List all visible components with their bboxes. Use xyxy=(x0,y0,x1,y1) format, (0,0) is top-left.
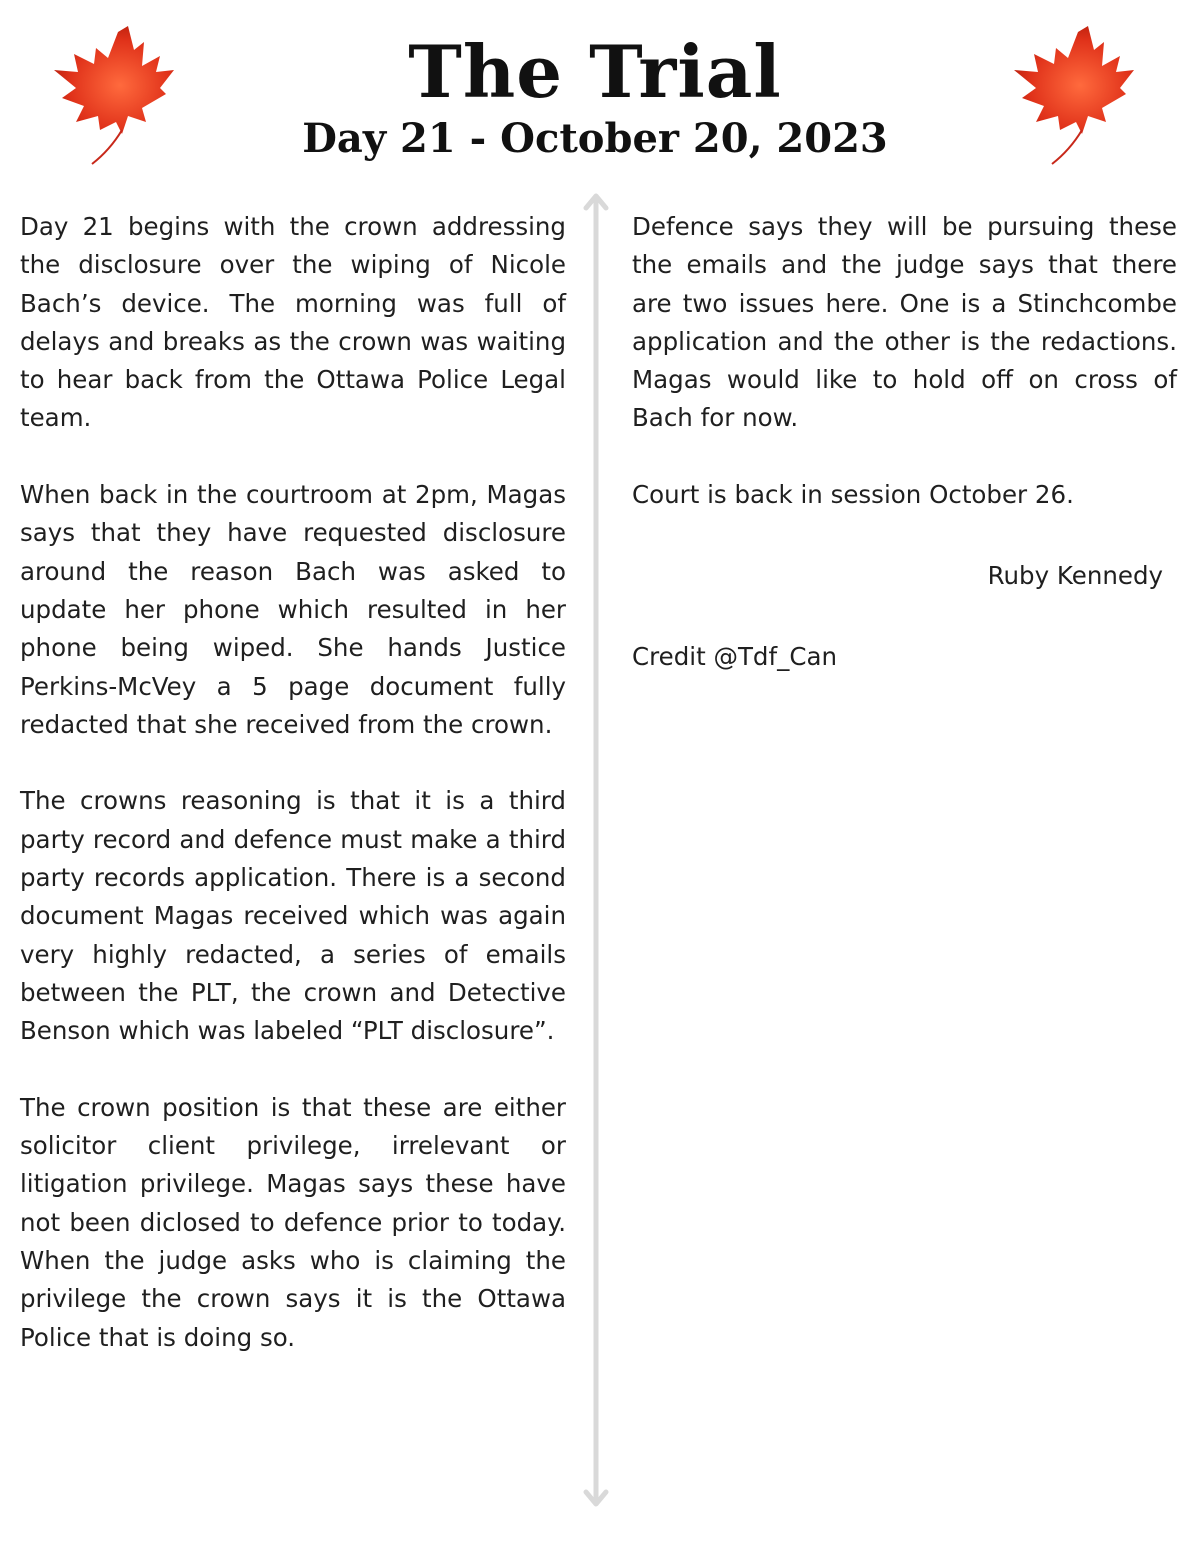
right-column xyxy=(632,208,1177,676)
article-paragraph: The crown position is that these are either solicitor client privilege, irrelevant or litigation privilege. Magas says these have not been diclosed to defence prior to today. When the judge asks who is claiming the privilege the crown says it is the Ottawa Police that is doing so. xyxy=(20,1092,566,1352)
article-paragraph: Court is back in session October 26. xyxy=(632,480,1074,510)
maple-leaf-icon xyxy=(48,26,178,166)
page-title: The Trial xyxy=(408,29,782,114)
page-subtitle: Day 21 - October 20, 2023 xyxy=(302,115,888,162)
article-paragraph: The crowns reasoning is that it is a third party record and defence must make a third party records application. There is a second document Magas received which was again very highly redacted, a series of emails between the PLT, the crown and Detective Benson which was labeled “PLT disclosure”. xyxy=(20,786,566,1046)
article-paragraph: When back in the courtroom at 2pm, Magas says that they have requested disclosure around the reason Bach was asked to update her phone which resulted in her phone being wiped. She hands Justice Perkins-McVey a 5 page document fully redacted that she received from the crown. xyxy=(20,480,566,739)
double-arrow-divider xyxy=(583,190,609,1510)
article-paragraph: Day 21 begins with the crown addressing the disclosure over the wiping of Nicole Bach’s device. The morning was full of delays and breaks as the crown was waiting to hear back from the Ottawa Police Legal team. xyxy=(20,212,566,433)
left-column xyxy=(20,208,566,1395)
maple-leaf-icon xyxy=(1008,26,1138,166)
article-paragraph: Defence says they will be pursuing these the emails and the judge says that there are two issues here. One is a Stinchcombe application and the other is the redactions. Magas would like to hold off on cross of Bach for now. xyxy=(632,212,1177,433)
author-signature: Ruby Kennedy xyxy=(987,560,1163,590)
credit-line: Credit @Tdf_Can xyxy=(632,641,838,671)
